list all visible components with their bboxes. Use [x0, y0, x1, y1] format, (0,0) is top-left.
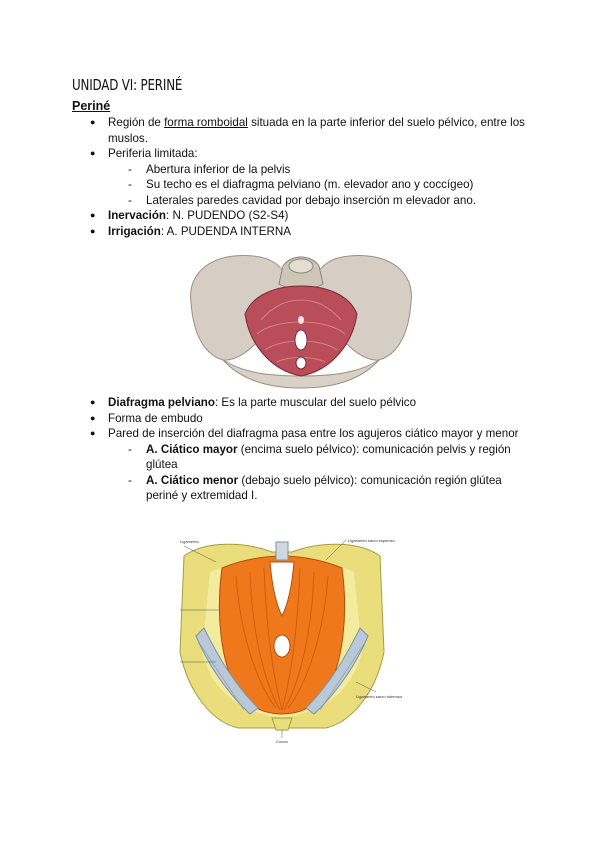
sub-list-item: - A. Ciático menor (debajo suelo pélvico): comunicación región glútea periné y extremidad I.	[128, 473, 535, 504]
list-item: ● Diafragma pelviano: Es la parte muscular del suelo pélvico	[90, 395, 535, 411]
pelvic-diaphragm-illustration	[176, 532, 403, 744]
sub-list	[108, 162, 535, 209]
sub-list-item: - A. Ciático mayor (encima suelo pélvico): comunicación pelvis y región glútea	[128, 442, 535, 473]
sub-list	[108, 442, 535, 504]
list-item: ● Pared de inserción del diafragma pasa entre los agujeros ciático mayor y menor - A. Ciático mayor (encima suelo pélvico): comunicación pelvis y región glútea - A. Ciático menor (debajo suelo pélvico): comunicación región glútea periné y extremidad I.	[90, 426, 535, 504]
bullet-list-perine	[90, 115, 535, 239]
list-item: ● Región de forma romboidal situada en la parte inferior del suelo pélvico, entre los muslos.	[90, 115, 535, 146]
section-heading: Periné	[72, 99, 111, 113]
bullet-list-diafragma	[90, 395, 535, 504]
underlined-term: forma romboidal	[164, 116, 248, 129]
figure-label: Ligamento sacro tuberoso	[356, 694, 403, 699]
page-title: UNIDAD VI: PERINÉ	[72, 76, 183, 94]
list-item: ● Inervación: N. PUDENDO (S2-S4)	[90, 208, 535, 224]
sub-list-item: - Laterales paredes cavidad por debajo inserción m elevador ano.	[128, 193, 535, 209]
pelvic-floor-illustration	[183, 242, 419, 390]
list-item: ● Irrigación: A. PUDENDA INTERNA	[90, 224, 535, 240]
list-item: ● Periferia limitada: - Abertura inferior de la pelvis - Su techo es el diafragma pelviano (m. elevador ano y coccígeo) - Laterales paredes cavidad por debajo inserción m elevador ano.	[90, 146, 535, 208]
list-item: ● Forma de embudo	[90, 411, 535, 427]
figure-label: Ligamento sacro espinoso	[348, 538, 395, 543]
figure-label: Cóccix	[276, 739, 289, 744]
sub-list-item: - Su techo es el diafragma pelviano (m. elevador ano y coccígeo)	[128, 177, 535, 193]
figure-label: Ligamento	[180, 539, 199, 544]
sub-list-item: - Abertura inferior de la pelvis	[128, 162, 535, 178]
